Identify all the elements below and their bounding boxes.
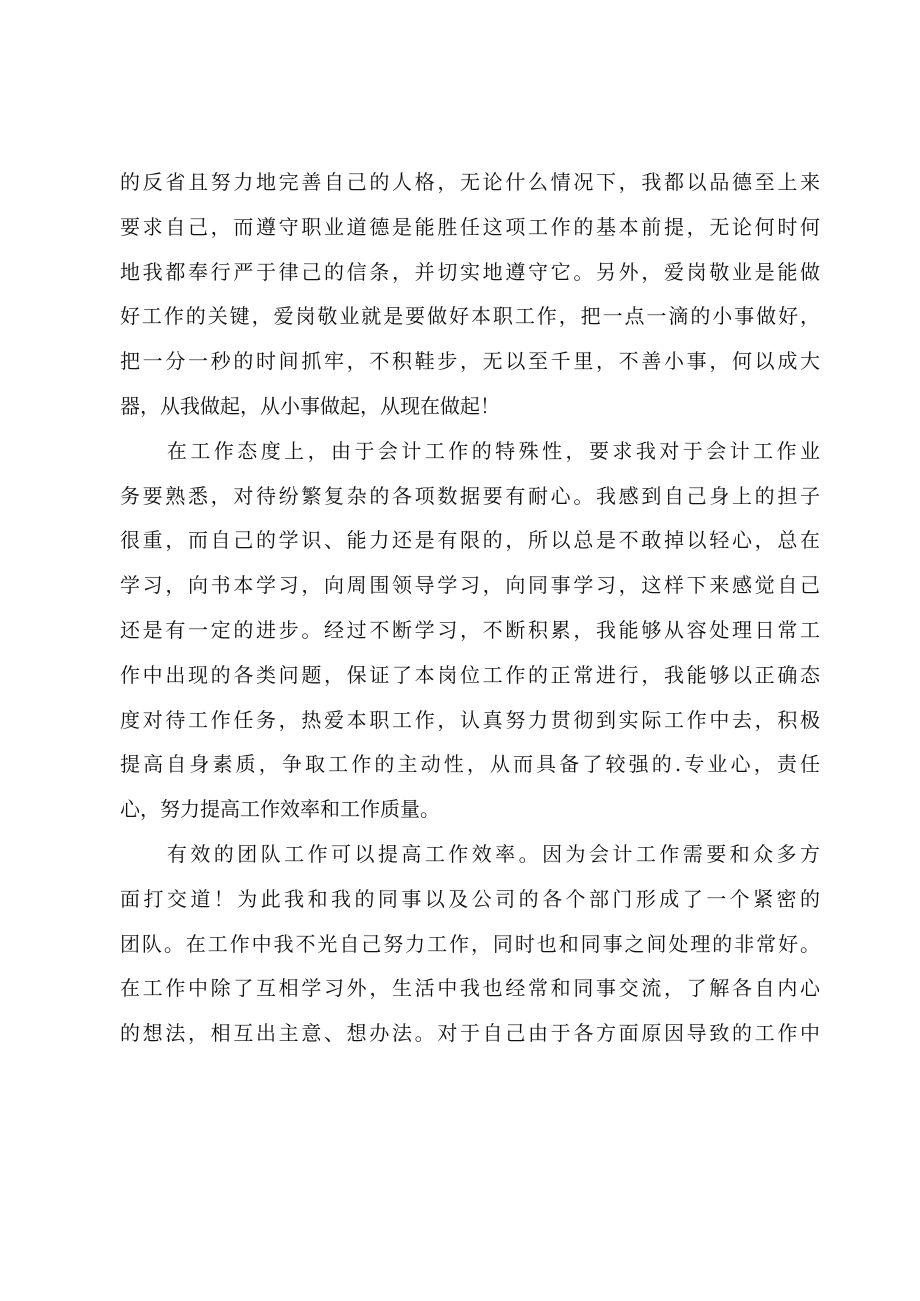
text-line: 面打交道！为此我和我的同事以及公司的各个部门形成了一个紧密的 — [120, 886, 820, 911]
paragraph-1 — [120, 160, 820, 429]
text-line: 有效的团队工作可以提高工作效率。因为会计工作需要和众多方 — [120, 841, 820, 866]
text-line: 在工作态度上，由于会计工作的特殊性，要求我对于会计工作业 — [120, 438, 820, 463]
paragraph-3 — [120, 832, 820, 1056]
text-line: 务要熟悉，对待纷繁复杂的各项数据要有耐心。我感到自己身上的担子 — [120, 483, 820, 508]
text-line: 在工作中除了互相学习外，生活中我也经常和同事交流，了解各自内心 — [120, 976, 820, 1001]
text-line: 还是有一定的进步。经过不断学习，不断积累，我能够从容处理日常工 — [120, 617, 820, 642]
text-line: 团队。在工作中我不光自己努力工作，同时也和同事之间处理的非常好。 — [120, 931, 820, 956]
paragraph-2 — [120, 429, 820, 832]
text-line: 的反省且努力地完善自己的人格，无论什么情况下，我都以品德至上来 — [120, 170, 820, 194]
text-line: 地我都奉行严于律己的信条，并切实地遵守它。另外，爱岗敬业是能做 — [120, 259, 820, 284]
text-line: 很重，而自己的学识、能力还是有限的，所以总是不敢掉以轻心，总在 — [120, 528, 820, 553]
text-line: 提高自身素质，争取工作的主动性，从而具备了较强的.专业心，责任 — [120, 752, 820, 777]
text-line: 心，努力提高工作效率和工作质量。 — [120, 797, 440, 822]
text-line: 器，从我做起，从小事做起，从现在做起！ — [120, 393, 500, 418]
body-text — [120, 160, 820, 1056]
text-line: 要求自己，而遵守职业道德是能胜任这项工作的基本前提，无论何时何 — [120, 214, 820, 239]
text-line: 学习，向书本学习，向周围领导学习，向同事学习，这样下来感觉自己 — [120, 573, 820, 598]
text-line: 的想法，相互出主意、想办法。对于自己由于各方面原因导致的工作中 — [120, 1021, 820, 1046]
text-line: 好工作的关键，爱岗敬业就是要做好本职工作，把一点一滴的小事做好， — [120, 304, 820, 329]
text-line: 度对待工作任务，热爱本职工作，认真努力贯彻到实际工作中去，积极 — [120, 707, 820, 732]
text-line: 把一分一秒的时间抓牢，不积鞋步，无以至千里，不善小事，何以成大 — [120, 349, 820, 374]
text-line: 作中出现的各类问题，保证了本岗位工作的正常进行，我能够以正确态 — [120, 662, 820, 687]
